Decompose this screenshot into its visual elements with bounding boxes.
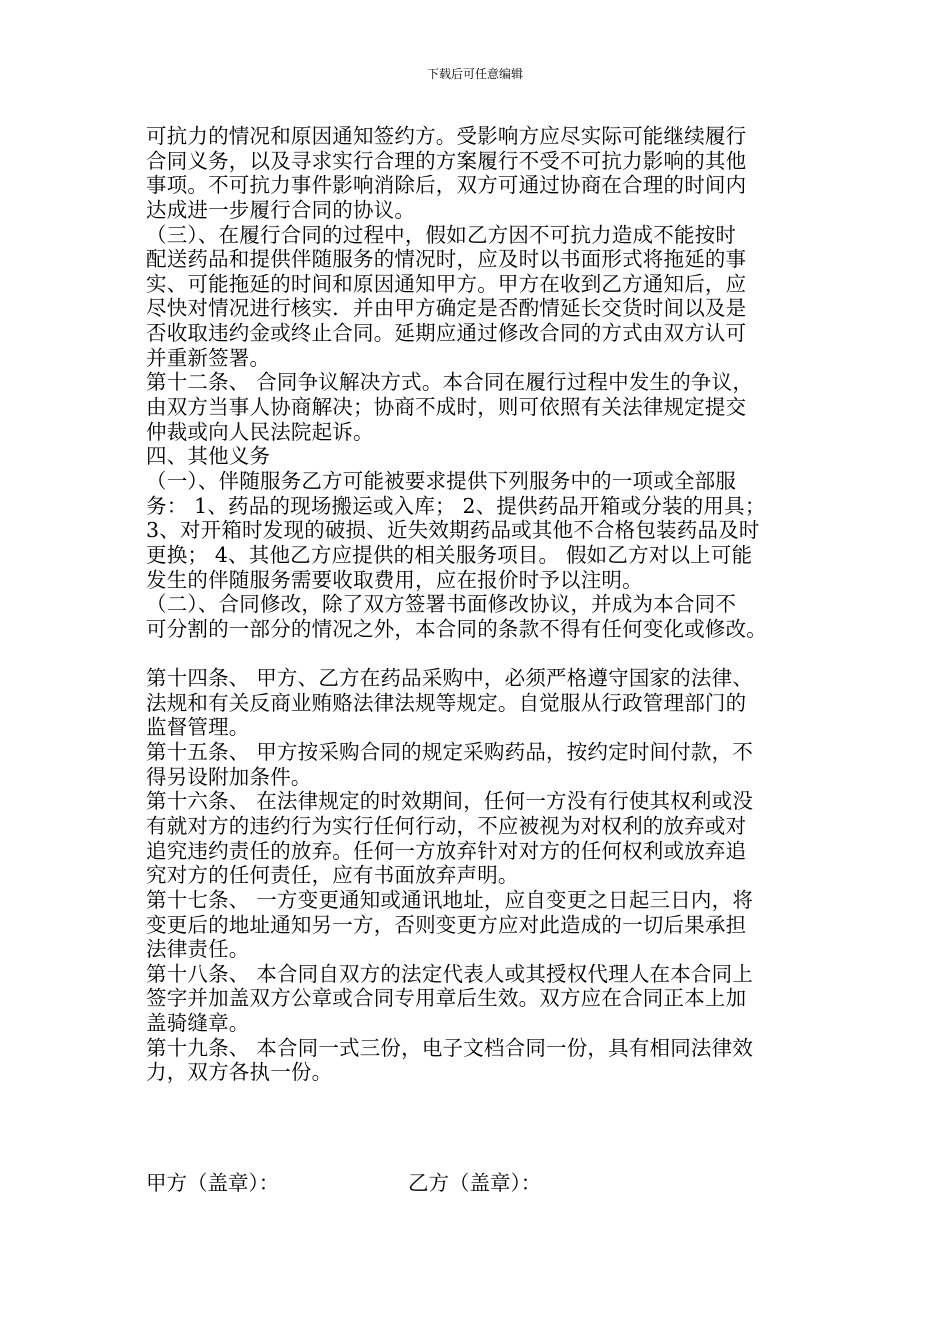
text-line: （三）、在履行合同的过程中，假如乙方因不可抗力造成不能按时 — [146, 222, 737, 247]
text-line: 尽快对情况进行核实．并由甲方确定是否酌情延长交货时间以及是 — [146, 296, 747, 321]
text-line: 签字并加盖双方公章或合同专用章后生效。双方应在合同正本上加 — [146, 986, 747, 1011]
text-line: 法规和有关反商业贿赂法律法规等规定。自觉服从行政管理部门的 — [146, 690, 747, 715]
text-line: 达成进一步履行合同的协议。 — [146, 197, 416, 222]
text-line: 监督管理。 — [146, 715, 250, 740]
text-line: （一）、伴随服务乙方可能被要求提供下列服务中的一项或全部服 — [146, 468, 737, 493]
text-line: 事项。不可抗力事件影响消除后，双方可通过协商在合理的时间内 — [146, 173, 747, 198]
text-line: 究对方的任何责任，应有书面放弃声明。 — [146, 863, 519, 888]
text-line: 实、可能拖延的时间和原因通知甲方。甲方在收到乙方通知后，应 — [146, 271, 747, 296]
text-line: 法律责任。 — [146, 937, 250, 962]
text-line: 并重新签署。 — [146, 345, 271, 370]
header-note: 下载后可任意编辑 — [426, 67, 523, 81]
text-line: 由双方当事人协商解决；协商不成时，则可依照有关法律规定提交 — [146, 395, 747, 420]
text-line: 仲裁或向人民法院起诉。 — [146, 419, 374, 444]
text-line: 四、其他义务 — [146, 444, 271, 469]
text-line: 得另设附加条件。 — [146, 764, 312, 789]
text-line: 第十六条、 在法律规定的时效期间，任何一方没有行使其权利或没 — [146, 789, 754, 814]
text-line: 否收取违约金或终止合同。延期应通过修改合同的方式由双方认可 — [146, 321, 747, 346]
page-header — [0, 66, 950, 82]
text-line: 发生的伴随服务需要收取费用，应在报价时予以注明。 — [146, 567, 643, 592]
text-line: 力，双方各执一份。 — [146, 1060, 333, 1085]
text-line: 第十九条、 本合同一式三份，电子文档合同一份，具有相同法律效 — [146, 1035, 754, 1060]
text-line: 3、对开箱时发现的破损、近失效期药品或其他不合格包装药品及时 — [146, 518, 760, 543]
text-line: 第十二条、 合同争议解决方式。本合同在履行过程中发生的争议， — [146, 370, 754, 395]
text-line: 盖骑缝章。 — [146, 1011, 250, 1036]
text-line: 合同义务，以及寻求实行合理的方案履行不受不可抗力影响的其他 — [146, 148, 747, 173]
text-line: 第十五条、 甲方按采购合同的规定采购药品，按约定时间付款，不 — [146, 740, 754, 765]
text-line: 配送药品和提供伴随服务的情况时，应及时以书面形式将拖延的事 — [146, 247, 747, 272]
text-line: 追究违约责任的放弃。任何一方放弃针对对方的任何权利或放弃追 — [146, 838, 747, 863]
text-line: （二）、合同修改，除了双方签署书面修改协议，并成为本合同不 — [146, 592, 737, 617]
text-line: 可分割的一部分的情况之外，本合同的条款不得有任何变化或修改。 — [146, 616, 767, 641]
party-a-signature-label: 甲方（盖章）： — [146, 1171, 280, 1195]
contract-body — [146, 124, 826, 1085]
text-line: 第十八条、 本合同自双方的法定代表人或其授权代理人在本合同上 — [146, 961, 754, 986]
text-line: 有就对方的违约行为实行任何行动，不应被视为对权利的放弃或对 — [146, 813, 747, 838]
text-line: 务： 1、药品的现场搬运或入库； 2、提供药品开箱或分装的用具； — [146, 493, 766, 518]
text-line: 第十七条、 一方变更通知或通讯地址，应自变更之日起三日内，将 — [146, 887, 754, 912]
text-line: 变更后的地址通知另一方，否则变更方应对此造成的一切后果承担 — [146, 912, 747, 937]
text-line: 更换； 4、其他乙方应提供的相关服务项目。 假如乙方对以上可能 — [146, 542, 753, 567]
text-line: 可抗力的情况和原因通知签约方。受影响方应尽实际可能继续履行 — [146, 124, 747, 148]
blank-line — [146, 641, 826, 666]
party-b-signature-label: 乙方（盖章）： — [408, 1171, 542, 1195]
text-line: 第十四条、 甲方、乙方在药品采购中，必须严格遵守国家的法律、 — [146, 666, 754, 691]
